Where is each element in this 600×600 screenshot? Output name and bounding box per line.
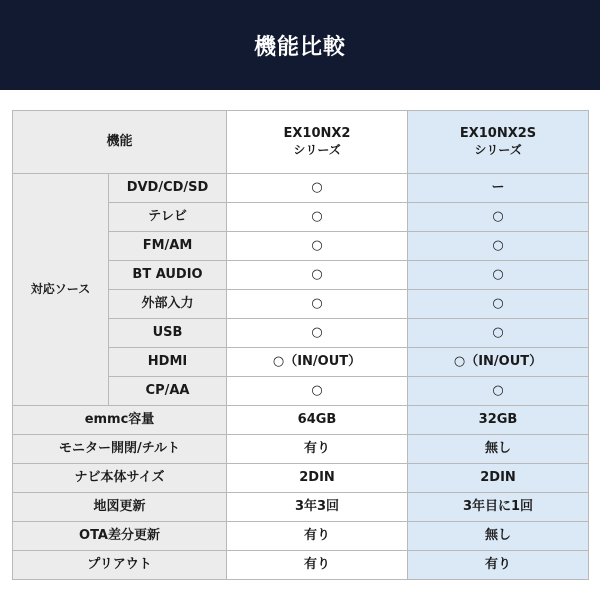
model-a-value: ○ bbox=[227, 377, 408, 406]
row-label: ナビ本体サイズ bbox=[13, 464, 227, 493]
model-b-value: 2DIN bbox=[408, 464, 589, 493]
model-a-value: 64GB bbox=[227, 406, 408, 435]
model-a-header bbox=[227, 111, 408, 174]
model-a-value: ○ bbox=[227, 290, 408, 319]
row-label: OTA差分更新 bbox=[13, 522, 227, 551]
table-header-row bbox=[13, 111, 589, 174]
model-b-value: 無し bbox=[408, 522, 589, 551]
table-row bbox=[13, 493, 589, 522]
source-group-label: 対応ソース bbox=[13, 174, 109, 406]
comparison-table bbox=[12, 110, 589, 580]
table-row bbox=[13, 174, 589, 203]
row-label: 地図更新 bbox=[13, 493, 227, 522]
model-b-series: シリーズ bbox=[474, 142, 522, 157]
model-a-value: ○ bbox=[227, 174, 408, 203]
table-row bbox=[13, 522, 589, 551]
row-label: モニター開閉/チルト bbox=[13, 435, 227, 464]
row-label: BT AUDIO bbox=[109, 261, 227, 290]
table-row bbox=[13, 551, 589, 580]
model-b-value: ○ bbox=[408, 377, 589, 406]
model-b-value: ○ bbox=[408, 232, 589, 261]
model-b-value: ○（IN/OUT） bbox=[408, 348, 589, 377]
row-label: CP/AA bbox=[109, 377, 227, 406]
page-title: 機能比較 bbox=[253, 34, 346, 60]
model-a-value: 3年3回 bbox=[227, 493, 408, 522]
row-label: プリアウト bbox=[13, 551, 227, 580]
row-label: テレビ bbox=[109, 203, 227, 232]
table-row bbox=[13, 435, 589, 464]
table-row bbox=[13, 464, 589, 493]
row-label: emmc容量 bbox=[13, 406, 227, 435]
model-a-value: ○ bbox=[227, 203, 408, 232]
model-a-name: EX10NX2 bbox=[283, 126, 351, 142]
model-b-value: ー bbox=[408, 174, 589, 203]
model-b-header bbox=[408, 111, 589, 174]
model-a-series: シリーズ bbox=[293, 142, 341, 157]
model-b-value: 32GB bbox=[408, 406, 589, 435]
model-a-value: 有り bbox=[227, 435, 408, 464]
row-label: HDMI bbox=[109, 348, 227, 377]
model-a-value: 有り bbox=[227, 522, 408, 551]
model-a-value: ○ bbox=[227, 261, 408, 290]
model-b-name: EX10NX2S bbox=[459, 126, 537, 142]
model-b-value: 有り bbox=[408, 551, 589, 580]
row-label: DVD/CD/SD bbox=[109, 174, 227, 203]
model-a-value: ○（IN/OUT） bbox=[227, 348, 408, 377]
model-a-value: ○ bbox=[227, 319, 408, 348]
page-title-banner bbox=[0, 0, 600, 90]
model-b-value: 無し bbox=[408, 435, 589, 464]
model-a-value: 有り bbox=[227, 551, 408, 580]
feature-header: 機能 bbox=[13, 111, 227, 174]
table-row bbox=[13, 406, 589, 435]
model-b-value: ○ bbox=[408, 290, 589, 319]
row-label: USB bbox=[109, 319, 227, 348]
model-a-value: ○ bbox=[227, 232, 408, 261]
row-label: 外部入力 bbox=[109, 290, 227, 319]
model-b-value: ○ bbox=[408, 261, 589, 290]
model-b-value: 3年目に1回 bbox=[408, 493, 589, 522]
row-label: FM/AM bbox=[109, 232, 227, 261]
model-b-value: ○ bbox=[408, 319, 589, 348]
model-b-value: ○ bbox=[408, 203, 589, 232]
model-a-value: 2DIN bbox=[227, 464, 408, 493]
